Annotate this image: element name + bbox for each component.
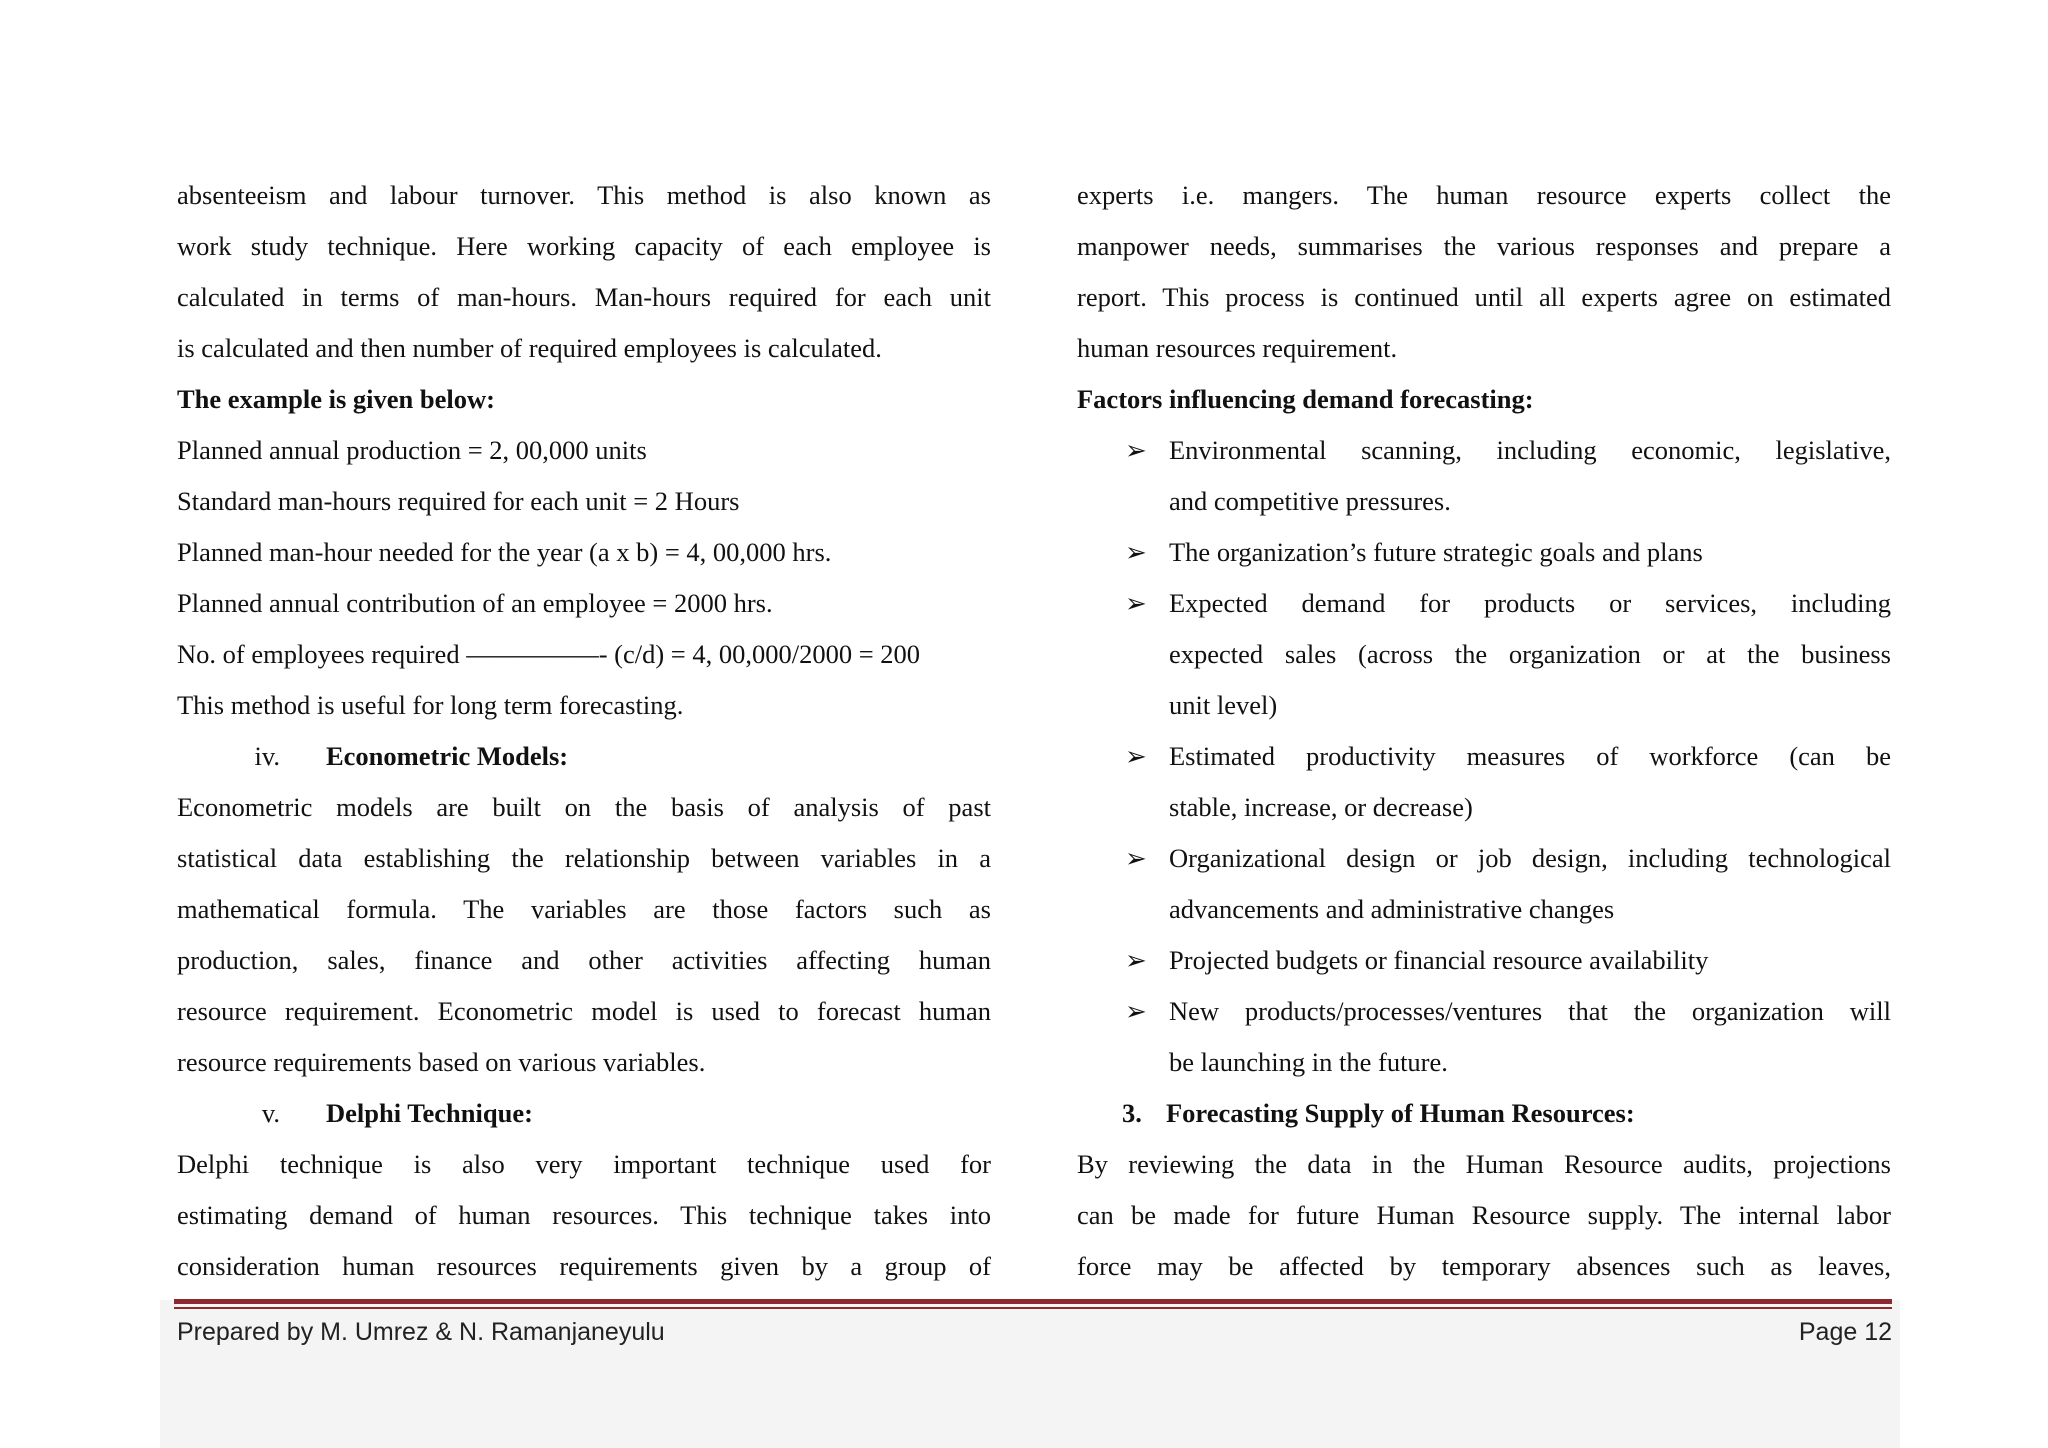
bullet-text: Estimated productivity measures of workforce (can be xyxy=(1169,741,1891,771)
bullet-continuation: and competitive pressures. xyxy=(1169,486,1451,516)
text-line: Econometric models are built on the basis of analysis of past xyxy=(177,792,991,822)
factors-heading: Factors influencing demand forecasting: xyxy=(1077,384,1534,414)
bullet-continuation: advancements and administrative changes xyxy=(1169,894,1615,924)
text-line: consideration human resources requirements given by a group of xyxy=(177,1251,991,1281)
text-line: By reviewing the data in the Human Resource audits, projections xyxy=(1077,1149,1891,1179)
bullet-text: Organizational design or job design, including technological xyxy=(1169,843,1891,873)
bullet-continuation: stable, increase, or decrease) xyxy=(1169,792,1473,822)
left-column xyxy=(177,170,991,1292)
example-line: Standard man-hours required for each unit = 2 Hours xyxy=(177,486,740,516)
text-line: human resources requirement. xyxy=(1077,333,1398,363)
bullet-item xyxy=(1077,527,1891,578)
right-column xyxy=(1077,170,1891,1292)
bullet-item xyxy=(1077,425,1891,476)
arrow-bullet-icon: ➢ xyxy=(1125,589,1147,618)
section-number: iv. xyxy=(254,741,280,771)
example-line: This method is useful for long term forecasting. xyxy=(177,690,684,720)
text-line: statistical data establishing the relationship between variables in a xyxy=(177,843,991,873)
text-line: mathematical formula. The variables are those factors such as xyxy=(177,894,991,924)
example-line: Planned annual production = 2, 00,000 units xyxy=(177,435,647,465)
text-line: Delphi technique is also very important technique used for xyxy=(177,1149,991,1179)
arrow-bullet-icon: ➢ xyxy=(1125,538,1147,567)
text-line: experts i.e. mangers. The human resource experts collect the xyxy=(1077,180,1891,210)
text-line: resource requirement. Econometric model is used to forecast human xyxy=(177,996,991,1026)
arrow-bullet-icon: ➢ xyxy=(1125,436,1147,465)
bullet-item xyxy=(1077,578,1891,629)
section-heading-delphi xyxy=(177,1088,991,1139)
text-line: resource requirements based on various variables. xyxy=(177,1047,706,1077)
text-line: work study technique. Here working capacity of each employee is xyxy=(177,231,991,261)
section-title: Econometric Models: xyxy=(326,741,569,771)
bullet-text: The organization’s future strategic goals and plans xyxy=(1169,537,1703,567)
bullet-continuation: unit level) xyxy=(1169,690,1278,720)
text-line: can be made for future Human Resource supply. The internal labor xyxy=(1077,1200,1891,1230)
bullet-text: New products/processes/ventures that the organization will xyxy=(1169,996,1891,1026)
text-line: manpower needs, summarises the various responses and prepare a xyxy=(1077,231,1891,261)
arrow-bullet-icon: ➢ xyxy=(1125,946,1147,975)
text-line: estimating demand of human resources. This technique takes into xyxy=(177,1200,991,1230)
footer-rule-thin xyxy=(174,1307,1892,1309)
example-line: Planned annual contribution of an employee = 2000 hrs. xyxy=(177,588,773,618)
example-line: No. of employees required —————- (c/d) = 4, 00,000/2000 = 200 xyxy=(177,639,921,669)
arrow-bullet-icon: ➢ xyxy=(1125,997,1147,1026)
section-heading-supply xyxy=(1077,1088,1891,1139)
bullet-continuation: expected sales (across the organization or at the business xyxy=(1169,639,1891,669)
section-number: v. xyxy=(261,1098,280,1128)
text-line: absenteeism and labour turnover. This method is also known as xyxy=(177,180,991,210)
arrow-bullet-icon: ➢ xyxy=(1125,844,1147,873)
section-title: Delphi Technique: xyxy=(326,1098,533,1128)
text-line: calculated in terms of man-hours. Man-hours required for each unit xyxy=(177,282,991,312)
bullet-item xyxy=(1077,935,1891,986)
example-line: Planned man-hour needed for the year (a x b) = 4, 00,000 hrs. xyxy=(177,537,832,567)
text-line: production, sales, finance and other activities affecting human xyxy=(177,945,991,975)
bullet-item xyxy=(1077,986,1891,1037)
bullet-item xyxy=(1077,731,1891,782)
text-line: report. This process is continued until all experts agree on estimated xyxy=(1077,282,1891,312)
footer-author: Prepared by M. Umrez & N. Ramanjaneyulu xyxy=(177,1318,665,1346)
section-title: Forecasting Supply of Human Resources: xyxy=(1166,1098,1635,1128)
bullet-item xyxy=(1077,833,1891,884)
text-line: is calculated and then number of required employees is calculated. xyxy=(177,333,882,363)
example-heading: The example is given below: xyxy=(177,384,495,414)
bullet-text: Environmental scanning, including economic, legislative, xyxy=(1169,435,1891,465)
arrow-bullet-icon: ➢ xyxy=(1125,742,1147,771)
section-number: 3. xyxy=(1122,1098,1142,1128)
page-footer xyxy=(177,1312,1892,1352)
page-number: Page 12 xyxy=(1798,1318,1892,1346)
text-line: force may be affected by temporary absences such as leaves, xyxy=(1077,1251,1891,1281)
bullet-continuation: be launching in the future. xyxy=(1169,1047,1448,1077)
bullet-text: Expected demand for products or services, including xyxy=(1169,588,1891,618)
bullet-text: Projected budgets or financial resource availability xyxy=(1169,945,1709,975)
footer-rule-thick xyxy=(174,1299,1892,1304)
section-heading-econometric xyxy=(177,731,991,782)
